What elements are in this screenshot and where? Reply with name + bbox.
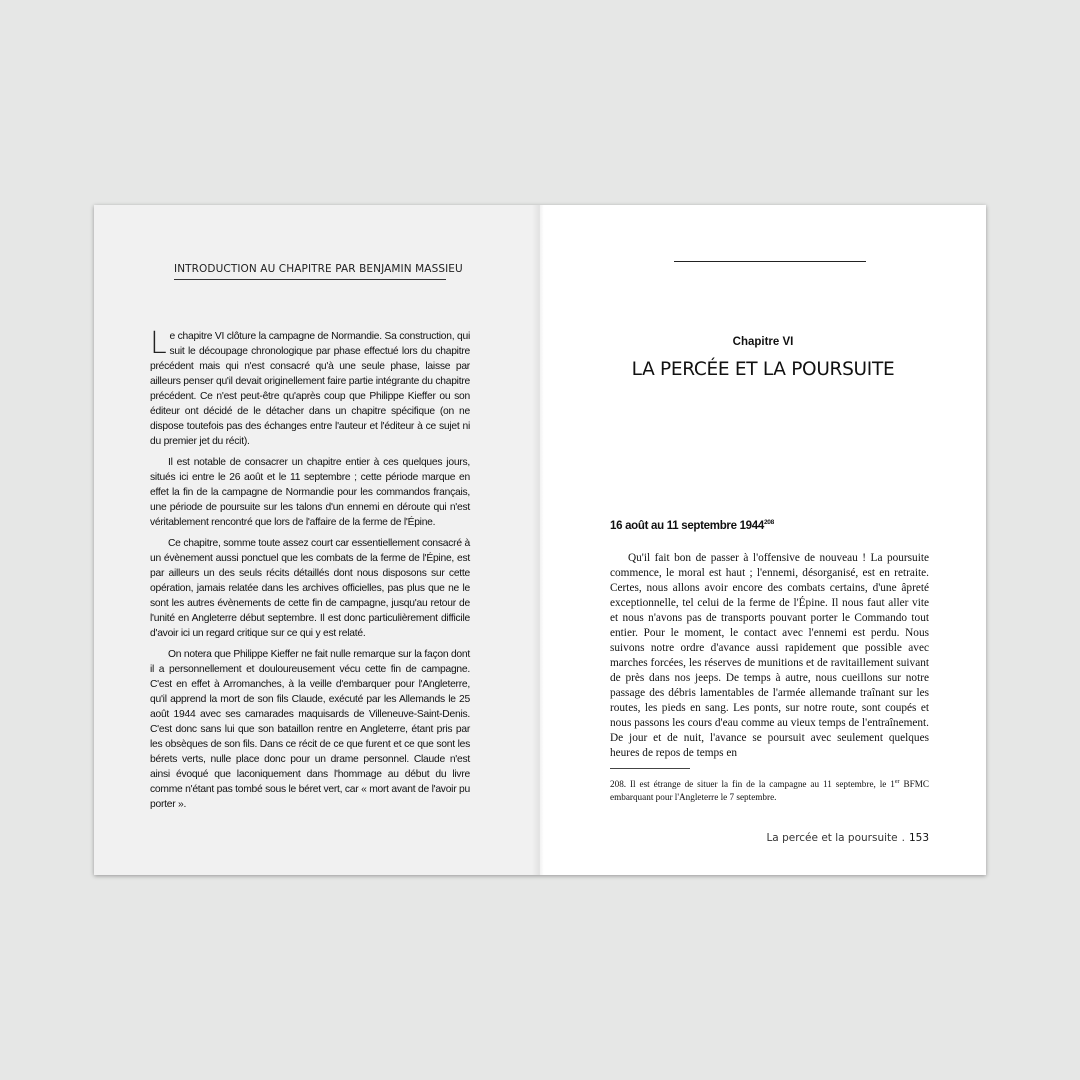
folio [766,832,929,844]
chapter-top-rule [674,261,866,262]
paragraph: Il est notable de consacrer un chapitre entier à ces quelques jours, situés ici entre le 26 août et le 11 septembre ; cette période marque en effet la fin de la campagne de Normandie pour les commandos français, une période de poursuite sur les talons d'un ennemi en déroute qui n'est véritablement rencontré que lors de l'affaire de la ferme de l'Épine. [150,457,470,528]
left-page-body [150,326,470,818]
folio-title: La percée et la poursuite [766,832,898,844]
left-page [94,205,540,875]
paragraph: On notera que Philippe Kieffer ne fait nulle remarque sur la façon dont il a personnellement et douloureusement vécu cette fin de campagne. C'est en effet à Arromanches, à la veille d'embarquer pour l'Angleterre, qu'il apprend la mort de son fils Claude, exécuté par les Allemands le 25 août 1944 avec ses camarades maquisards de Villeneuve-Saint-Denis. C'est donc sans lui que son bataillon rentre en Angleterre, étant pris par les obsèques de son fils. Dans ce récit de ce que furent et ce que sont les bérets verts, nulle place donc pour un drame personnel. Claude n'est ainsi évoqué que laconiquement dans l'hommage au début du livre comme n'étant pas tombé sous le béret vert, car « mort avant de l'avoir pu porter ». [150,649,470,810]
right-page [540,205,986,875]
footnote-text: 208. Il est étrange de situer la fin de la campagne au 11 septembre, le 1 [610,779,895,790]
running-head: INTRODUCTION AU CHAPITRE PAR BENJAMIN MASSIEU [174,263,446,280]
chapter-number: Chapitre VI [732,336,794,348]
footnote-rule [610,768,690,769]
paragraph [150,326,470,449]
book-spread [94,205,986,875]
footnote [610,776,929,803]
page-number: 153 [908,832,929,844]
chapter-body: Qu'il fait bon de passer à l'offensive de nouveau ! La poursuite commence, le moral est haut ; l'ennemi, désorganisé, est en retraite. Certes, nous allons avoir encore des combats certains, d'une âpreté exceptionnelle, tel celui de la ferme de l'Épine. Il nous faut aller vite et nous n'avons pas de transports pouvant porter le Commando tout entier. Pour le moment, le contact avec l'ennemi est perdu. Nous suivons notre ordre d'avance aussi rapidement que possible avec marches forcées, les réserves de munitions et de ravitaillement suivant de près dans nos jeeps. De temps à autre, nous cueillons sur notre passage des débris lamentables de l'armée allemande traînant sur les routes, les pieds en sang. Les ponts, sur notre route, sont coupés et nous passons les cours d'eau comme au vieux temps de l'entraînement. De jour et de nuit, l'avance se poursuit avec seulement quelques heures de repos de temps en [610,552,929,759]
paragraph: Ce chapitre, somme toute assez court car essentiellement consacré à un évènement aussi ponctuel que les combats de la ferme de l'Épine, est par ailleurs un des seuls récits détaillés dont nous disposons sur cette opération, jamais relatée dans les archives officielles, pas plus que ne le sont les autres évènements de cette fin de campagne, jusqu'au retour de l'unité en Angleterre début septembre. Il est donc particulièrement difficile d'avoir ici un regard critique sur ce qui y est relaté. [150,538,470,639]
folio-separator: . [901,832,905,844]
section-heading [610,519,774,532]
footnote-superscript: er [894,779,900,785]
footnote-text-end: BFMC embarquant pour l'Angleterre le 7 septembre. [610,779,929,802]
paragraph-text: e chapitre VI clôture la campagne de Normandie. Sa construction, qui suit le découpage chronologique par phase effectué lors du chapitre précédent mais qui n'est consacré qu'à une seule phase, laisse par ailleurs penser qu'il devait originellement faire partie intégrante du chapitre précédent. Ce n'est peut-être qu'après coup que Philippe Kieffer ou son éditeur ont décidé de le détacher dans un chapitre spécifique (on ne dispose toutefois pas des échanges entre l'auteur et l'éditeur à ce sujet ni du premier jet du récit). [150,331,470,447]
chapter-title: LA PERCÉE ET LA POURSUITE [631,359,895,380]
drop-cap: L [150,326,167,361]
footnote-reference: 208 [763,519,774,526]
gutter-shadow [532,205,544,875]
section-date: 16 août au 11 septembre 1944 [610,519,764,532]
